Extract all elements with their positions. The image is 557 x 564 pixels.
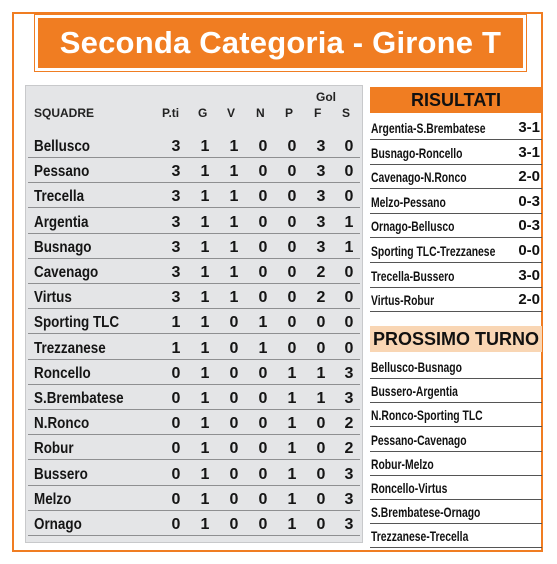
result-score: 0-3 (518, 217, 540, 235)
stat-v: 1 (229, 188, 239, 206)
stat-pts: 3 (171, 264, 181, 281)
stat-f: 0 (316, 440, 326, 458)
fixture-match: S.Brembatese-Ornago (371, 504, 481, 521)
stat-n: 0 (258, 289, 268, 307)
stat-p: 1 (287, 516, 297, 533)
stat-n: 1 (258, 339, 268, 357)
stat-s: 2 (344, 440, 354, 458)
stat-f: 0 (316, 339, 326, 357)
page-title: Seconda Categoria - Girone T (35, 15, 526, 71)
stat-g: 1 (200, 364, 210, 382)
result-row (370, 288, 542, 312)
team-name: Sporting TLC (34, 314, 120, 332)
stat-s: 0 (344, 138, 354, 155)
stat-v: 1 (229, 264, 239, 281)
stat-pts: 0 (171, 465, 181, 483)
stat-f: 2 (316, 264, 326, 281)
stat-s: 3 (344, 516, 354, 533)
fixture-match: Roncello-Virtus (371, 480, 448, 496)
stat-g: 1 (200, 465, 210, 483)
stat-s: 0 (344, 314, 354, 332)
stat-p: 1 (287, 364, 297, 382)
fixture-match: Pessano-Cavenago (371, 431, 467, 448)
stat-n: 0 (258, 465, 268, 483)
stat-s: 0 (344, 289, 354, 307)
result-score: 3-1 (518, 143, 540, 161)
result-match: Busnago-Roncello (371, 144, 463, 161)
stat-g: 1 (200, 264, 210, 281)
stat-p: 1 (287, 415, 297, 433)
fixture-row (370, 355, 542, 379)
result-match: Trecella-Bussero (371, 267, 455, 284)
stat-f: 3 (316, 188, 326, 206)
stat-s: 0 (344, 163, 354, 181)
stat-g: 1 (200, 289, 210, 307)
result-score: 2-0 (518, 291, 540, 309)
stat-g: 1 (200, 188, 210, 206)
fixture-row (370, 500, 542, 524)
stat-s: 2 (344, 415, 354, 433)
result-row (370, 214, 542, 238)
stat-s: 3 (344, 364, 354, 382)
stat-p: 1 (287, 465, 297, 483)
stat-f: 1 (316, 390, 326, 407)
result-row (370, 165, 542, 189)
table-row (28, 513, 360, 536)
table-row (28, 236, 360, 259)
results-title: RISULTATI (370, 87, 542, 113)
stat-v: 0 (229, 490, 239, 508)
stat-v: 0 (229, 415, 239, 433)
table-row (28, 311, 360, 334)
stat-n: 0 (258, 138, 268, 155)
table-row (28, 337, 360, 360)
stat-p: 0 (287, 213, 297, 231)
stat-f: 0 (316, 314, 326, 332)
stat-v: 1 (229, 238, 239, 256)
stat-s: 1 (344, 238, 354, 256)
stat-g: 1 (200, 213, 210, 231)
stat-s: 0 (344, 264, 354, 281)
fixture-row (370, 476, 542, 500)
team-name: Ornago (34, 516, 82, 533)
stat-p: 0 (287, 339, 297, 357)
result-score: 3-1 (518, 119, 540, 136)
stat-s: 3 (344, 490, 354, 508)
table-row (28, 437, 360, 460)
result-row (370, 141, 542, 165)
stat-v: 1 (229, 138, 239, 155)
stat-s: 3 (344, 390, 354, 407)
stat-p: 0 (287, 264, 297, 281)
result-score: 0-3 (518, 192, 540, 210)
stat-n: 0 (258, 163, 268, 181)
stat-g: 1 (200, 314, 210, 332)
stat-g: 1 (200, 516, 210, 533)
team-name: Roncello (34, 364, 91, 382)
table-row (28, 463, 360, 486)
table-row (28, 185, 360, 208)
stat-n: 0 (258, 264, 268, 281)
stat-pts: 0 (171, 415, 181, 433)
team-name: Argentia (34, 213, 89, 231)
team-name: Virtus (34, 289, 72, 307)
gol-header: Gol (316, 90, 336, 104)
stat-v: 0 (229, 465, 239, 483)
stat-pts: 3 (171, 188, 181, 206)
stat-v: 1 (229, 213, 239, 231)
fixture-row (370, 452, 542, 476)
stat-n: 0 (258, 213, 268, 231)
header-won: V (227, 106, 236, 120)
team-name: Busnago (34, 238, 92, 256)
result-match: Sporting TLC-Trezzanese (371, 243, 496, 259)
stat-n: 0 (258, 188, 268, 206)
stat-v: 0 (229, 516, 239, 533)
team-name: Melzo (34, 490, 72, 508)
team-name: S.Brembatese (34, 390, 124, 407)
stat-pts: 0 (171, 390, 181, 407)
stat-n: 0 (258, 415, 268, 433)
stat-p: 0 (287, 138, 297, 155)
standings-header (26, 86, 362, 130)
fixture-row (370, 428, 542, 452)
table-row (28, 488, 360, 511)
team-name: Cavenago (34, 264, 99, 281)
stat-pts: 3 (171, 289, 181, 307)
result-row (370, 116, 542, 140)
result-score: 3-0 (518, 266, 540, 284)
table-row (28, 211, 360, 234)
result-match: Melzo-Pessano (371, 193, 446, 210)
stat-v: 0 (229, 440, 239, 458)
stat-f: 0 (316, 516, 326, 533)
stat-n: 0 (258, 440, 268, 458)
result-row (370, 239, 542, 263)
stat-pts: 0 (171, 440, 181, 458)
stat-p: 0 (287, 238, 297, 256)
stat-p: 0 (287, 289, 297, 307)
team-name: N.Ronco (34, 415, 90, 433)
stat-f: 3 (316, 213, 326, 231)
stat-g: 1 (200, 390, 210, 407)
stat-v: 1 (229, 163, 239, 181)
table-row (28, 362, 360, 385)
result-match: Virtus-Robur (371, 292, 435, 309)
header-goals-for: F (314, 106, 322, 120)
result-score: 0-0 (518, 242, 540, 259)
stat-f: 0 (316, 465, 326, 483)
fixture-match: Bussero-Argentia (371, 383, 458, 400)
fixture-row (370, 379, 542, 403)
team-name: Bellusco (34, 138, 91, 155)
stat-g: 1 (200, 238, 210, 256)
stat-v: 0 (229, 364, 239, 382)
stat-pts: 3 (171, 163, 181, 181)
stat-f: 2 (316, 289, 326, 307)
stat-f: 1 (316, 364, 326, 382)
table-row (28, 135, 360, 158)
stat-n: 0 (258, 490, 268, 508)
fixture-row (370, 524, 542, 548)
stat-pts: 3 (171, 138, 181, 155)
stat-v: 1 (229, 289, 239, 307)
stat-p: 1 (287, 490, 297, 508)
fixture-match: Robur-Melzo (371, 455, 434, 472)
stat-pts: 0 (171, 516, 181, 533)
stat-f: 0 (316, 415, 326, 433)
table-row (28, 286, 360, 309)
stat-v: 0 (229, 314, 239, 332)
stat-g: 1 (200, 138, 210, 155)
table-row (28, 261, 360, 284)
header-lost: P (285, 106, 294, 120)
stat-n: 0 (258, 516, 268, 533)
stat-p: 0 (287, 163, 297, 181)
result-row (370, 190, 542, 214)
stat-pts: 1 (171, 314, 181, 332)
table-row (28, 387, 360, 410)
stat-v: 0 (229, 390, 239, 407)
stat-g: 1 (200, 490, 210, 508)
stat-n: 0 (258, 364, 268, 382)
result-match: Cavenago-N.Ronco (371, 169, 467, 186)
stat-f: 3 (316, 163, 326, 181)
result-row (370, 264, 542, 288)
stat-f: 3 (316, 138, 326, 155)
header-team: SQUADRE (34, 106, 95, 120)
stat-n: 0 (258, 390, 268, 407)
standings-table (25, 85, 363, 543)
stat-pts: 0 (171, 364, 181, 382)
stat-s: 0 (344, 188, 354, 206)
fixture-match: Bellusco-Busnago (371, 359, 462, 375)
team-name: Pessano (34, 163, 90, 181)
stat-f: 3 (316, 238, 326, 256)
stat-g: 1 (200, 440, 210, 458)
stat-f: 0 (316, 490, 326, 508)
stat-p: 0 (287, 314, 297, 332)
team-name: Trezzanese (34, 339, 106, 357)
result-match: Argentia-S.Brembatese (371, 120, 486, 136)
header-played: G (198, 106, 208, 120)
header-drawn: N (256, 106, 265, 120)
team-name: Bussero (34, 465, 88, 483)
result-score: 2-0 (518, 168, 540, 186)
stat-n: 0 (258, 238, 268, 256)
header-goals-against: S (342, 106, 351, 120)
team-name: Trecella (34, 188, 85, 206)
stat-g: 1 (200, 339, 210, 357)
team-name: Robur (34, 440, 74, 458)
stat-s: 0 (344, 339, 354, 357)
stat-pts: 3 (171, 238, 181, 256)
fixture-row (370, 403, 542, 427)
stat-p: 1 (287, 390, 297, 407)
header-points: P.ti (162, 106, 180, 120)
stat-p: 0 (287, 188, 297, 206)
stat-g: 1 (200, 163, 210, 181)
stat-n: 1 (258, 314, 268, 332)
table-row (28, 160, 360, 183)
stat-pts: 0 (171, 490, 181, 508)
stat-s: 1 (344, 213, 354, 231)
fixture-match: N.Ronco-Sporting TLC (371, 407, 483, 424)
next-round-title: PROSSIMO TURNO (370, 326, 542, 352)
result-match: Ornago-Bellusco (371, 218, 455, 235)
stat-pts: 1 (171, 339, 181, 357)
stat-v: 0 (229, 339, 239, 357)
table-row (28, 412, 360, 435)
stat-p: 1 (287, 440, 297, 458)
stat-g: 1 (200, 415, 210, 433)
fixture-match: Trezzanese-Trecella (371, 528, 469, 545)
stat-pts: 3 (171, 213, 181, 231)
stat-s: 3 (344, 465, 354, 483)
